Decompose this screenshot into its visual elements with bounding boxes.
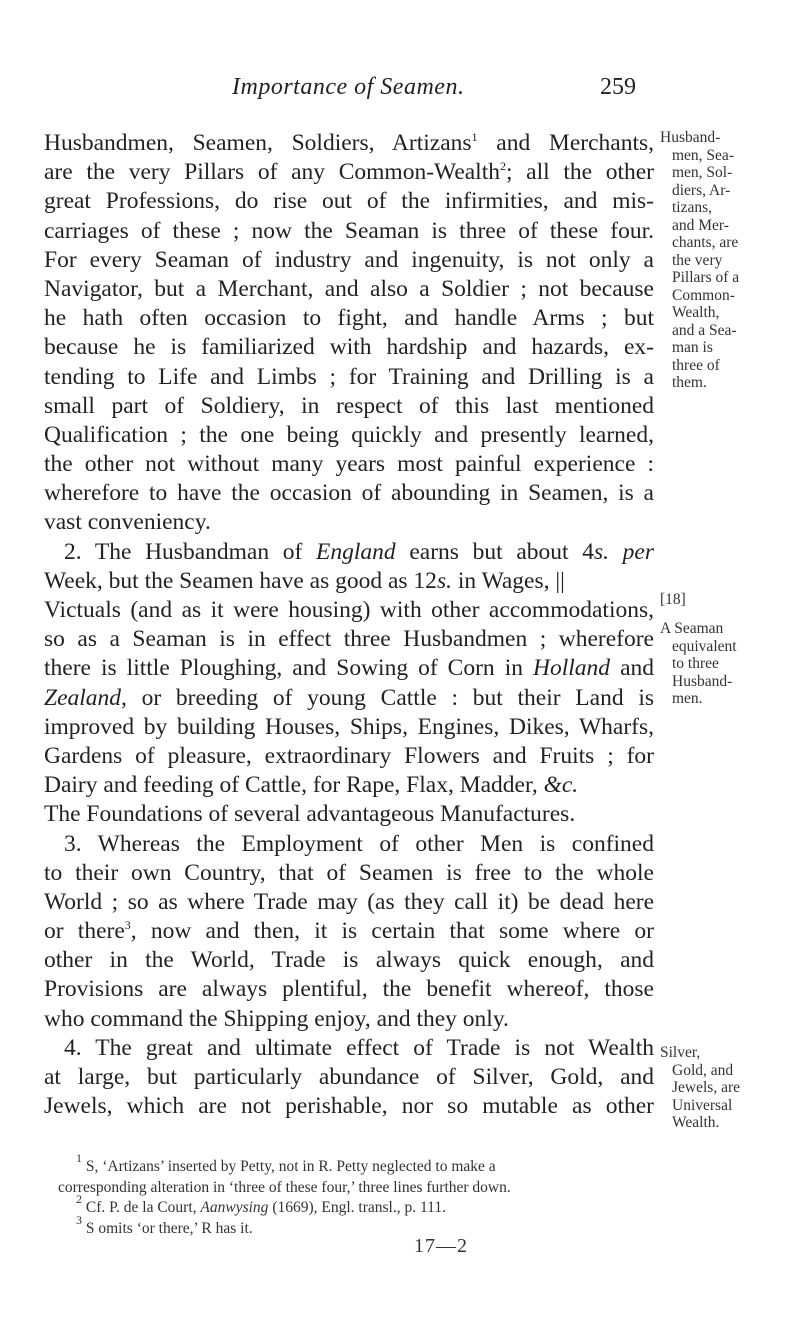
text-segment: improved by building Houses, Ships, Engines, Dikes, Wharfs,: [44, 713, 654, 740]
text-segment: Provisions are always plentiful, the benefit whereof, those: [44, 976, 654, 1003]
text-segment: and Merchants,: [477, 130, 654, 156]
text-line: [44, 888, 654, 917]
margin-note-line: equivalent: [672, 637, 737, 655]
text-line: [44, 917, 654, 946]
margin-note-line: and Mer-: [672, 216, 729, 234]
margin-note-line: Pillars of a: [672, 269, 740, 286]
italic-text: England: [316, 538, 396, 565]
margin-note-line: chants, are: [672, 234, 739, 251]
text-segment: small part of Soldiery, in respect of this last mentioned: [44, 392, 654, 419]
margin-note: [660, 591, 800, 609]
text-segment: vast conveniency.: [44, 509, 211, 536]
margin-note: [660, 1044, 800, 1132]
text-line: [44, 479, 654, 508]
text-segment: Navigator, but a Merchant, and also a Soldier ; not because: [44, 275, 654, 302]
text-segment: who command the Shipping enjoy, and they only.: [44, 1005, 509, 1032]
margin-note-line: man is: [672, 339, 713, 356]
margin-note-line: Universal: [672, 1096, 733, 1114]
text-segment: or there: [44, 918, 125, 945]
margin-note-line: to three: [672, 655, 719, 672]
text-line: [44, 830, 654, 859]
italic-text: Aanwysing: [200, 1199, 269, 1216]
text-segment: Victuals (and as it were housing) with other accommodations,: [44, 597, 654, 623]
text-line: [44, 508, 654, 537]
text-segment: carriages of these ; now the Seaman is three of these four.: [44, 217, 654, 244]
text-line: [44, 217, 654, 246]
text-segment: , or breeding of young Cattle : but their Land is: [121, 684, 654, 711]
text-segment: other in the World, Trade is always quick enough, and: [44, 947, 654, 974]
text-line: [44, 421, 654, 450]
text-line: [44, 363, 654, 392]
text-line: [44, 333, 654, 362]
text-segment: For every Seaman of industry and ingenuity, is not only a: [44, 246, 654, 273]
text-line: [44, 1005, 654, 1034]
text-line: [44, 771, 654, 800]
text-segment: the other not without many years most painful experience :: [44, 451, 654, 478]
margin-note-line: Wealth,: [672, 304, 720, 321]
text-segment: 3. Whereas the Employment of other Men is confined: [64, 830, 654, 857]
text-segment: Week, but the Seamen have as good as 12: [44, 567, 437, 594]
margin-note-line: Common-: [672, 286, 735, 304]
margin-note-line: Gold, and: [672, 1061, 734, 1079]
text-line: [44, 392, 654, 421]
text-line: [44, 246, 654, 275]
text-segment: , now and then, it is certain that some where or: [130, 918, 654, 945]
footnote-ref: 1: [76, 1151, 82, 1165]
text-segment: Husbandmen, Seamen, Soldiers, Artizans: [44, 130, 472, 156]
text-segment: earns but about 4: [395, 538, 594, 565]
italic-text: &c.: [543, 772, 579, 799]
text-line: [44, 975, 654, 1004]
text-line: [44, 538, 654, 567]
text-line: [44, 596, 654, 625]
text-segment: corresponding alteration in ‘three of these four,’ three lines further down.: [58, 1178, 511, 1196]
footnote: [58, 1212, 668, 1240]
text-segment: ; all the other: [505, 159, 654, 186]
running-title: Importance of Seamen.: [232, 74, 465, 100]
text-segment: World ; so as where Trade may (as they call it) be dead here: [44, 888, 654, 915]
margin-note-line: Husband-: [672, 672, 733, 690]
text-line: [44, 859, 654, 888]
footnote-ref: 2: [76, 1192, 82, 1206]
italic-text: s. per: [593, 538, 654, 565]
margin-note-line: [18]: [660, 591, 686, 608]
footnote: [58, 1178, 668, 1199]
text-line: [44, 1063, 654, 1092]
margin-note-line: and a Sea-: [672, 321, 737, 339]
signature-mark: 17—2: [414, 1235, 468, 1257]
text-segment: S, ‘Artizans’ inserted by Petty, not in R. Petty neglected to make a: [82, 1158, 496, 1175]
footnote: [58, 1192, 668, 1219]
text-segment: 4. The great and ultimate effect of Trade is not Wealth: [64, 1034, 654, 1061]
text-segment: Dairy and feeding of Cattle, for Rape, Flax, Madder,: [44, 772, 544, 799]
text-line: [44, 187, 654, 216]
italic-text: Holland: [533, 655, 611, 682]
footnote-ref: 3: [124, 918, 131, 933]
text-line: [44, 1092, 654, 1121]
text-line: [44, 129, 654, 158]
footnote-ref: 1: [471, 130, 478, 144]
text-segment: in Wages, ||: [451, 567, 565, 594]
text-line: [44, 800, 654, 829]
text-line: [44, 625, 654, 654]
text-line: [44, 275, 654, 304]
margin-note-line: A Seaman: [660, 620, 724, 637]
footnote-ref: 3: [76, 1212, 82, 1227]
italic-text: Zealand: [44, 684, 122, 711]
footnotes: [58, 1151, 668, 1239]
text-line: [44, 684, 654, 713]
text-segment: tending to Life and Limbs ; for Training and Drilling is a: [44, 363, 654, 390]
text-segment: he hath often occasion to fight, and handle Arms ; but: [44, 305, 654, 332]
italic-text: s.: [436, 567, 452, 594]
margin-note: [660, 620, 800, 708]
text-segment: Qualification ; the one being quickly and presently learned,: [44, 421, 654, 448]
margin-note-line: men, Sol-: [672, 164, 733, 181]
text-line: [44, 654, 654, 683]
margin-note-line: diers, Ar-: [672, 181, 731, 199]
text-segment: are the very Pillars of any Common-Wealth: [44, 159, 500, 186]
text-line: [44, 713, 654, 742]
footnote-ref: 2: [499, 159, 506, 174]
text-segment: Gardens of pleasure, extraordinary Flowers and Fruits ; for: [44, 742, 654, 769]
margin-note-line: Jewels, are: [672, 1079, 740, 1096]
margin-note-line: men.: [672, 690, 703, 707]
text-line: [44, 304, 654, 333]
margin-note-line: Silver,: [660, 1044, 701, 1061]
footnote: [58, 1151, 668, 1178]
text-segment: Jewels, which are not perishable, nor so mutable as other: [44, 1093, 654, 1120]
margin-note-line: Wealth.: [672, 1114, 720, 1131]
text-segment: so as a Seaman is in effect three Husbandmen ; wherefore: [44, 626, 654, 653]
text-line: [44, 742, 654, 771]
margin-note-line: them.: [672, 374, 707, 391]
text-segment: wherefore to have the occasion of abounding in Seamen, is a: [44, 480, 654, 507]
text-segment: Cf. P. de la Court,: [82, 1199, 201, 1216]
text-line: [44, 450, 654, 479]
text-line: [44, 158, 654, 187]
margin-note-line: the very: [672, 251, 723, 269]
margin-note-line: Husband-: [660, 129, 721, 146]
margin-note: [660, 129, 800, 392]
text-line: [44, 1034, 654, 1063]
page-number: 259: [600, 74, 636, 100]
text-line: [44, 567, 654, 596]
margin-note-line: three of: [672, 356, 720, 374]
page-header: [0, 74, 800, 114]
text-segment: and: [610, 655, 654, 682]
text-segment: (1669), Engl. transl., p. 111.: [268, 1199, 446, 1216]
text-segment: great Professions, do rise out of the infirmities, and mis-: [44, 188, 654, 215]
text-segment: to their own Country, that of Seamen is free to the whole: [44, 859, 654, 886]
body-text: [44, 129, 654, 1121]
margin-note-line: men, Sea-: [672, 146, 734, 164]
text-segment: The Foundations of several advantageous Manufactures.: [44, 801, 576, 828]
text-line: [44, 946, 654, 975]
text-segment: S omits ‘or there,’ R has it.: [82, 1219, 253, 1237]
text-segment: at large, but particularly abundance of Silver, Gold, and: [44, 1064, 654, 1090]
margin-note-line: tizans,: [672, 199, 713, 216]
text-segment: 2. The Husbandman of: [64, 538, 317, 565]
text-segment: there is little Ploughing, and Sowing of Corn in: [44, 655, 534, 682]
text-segment: because he is familiarized with hardship and hazards, ex-: [44, 334, 654, 361]
